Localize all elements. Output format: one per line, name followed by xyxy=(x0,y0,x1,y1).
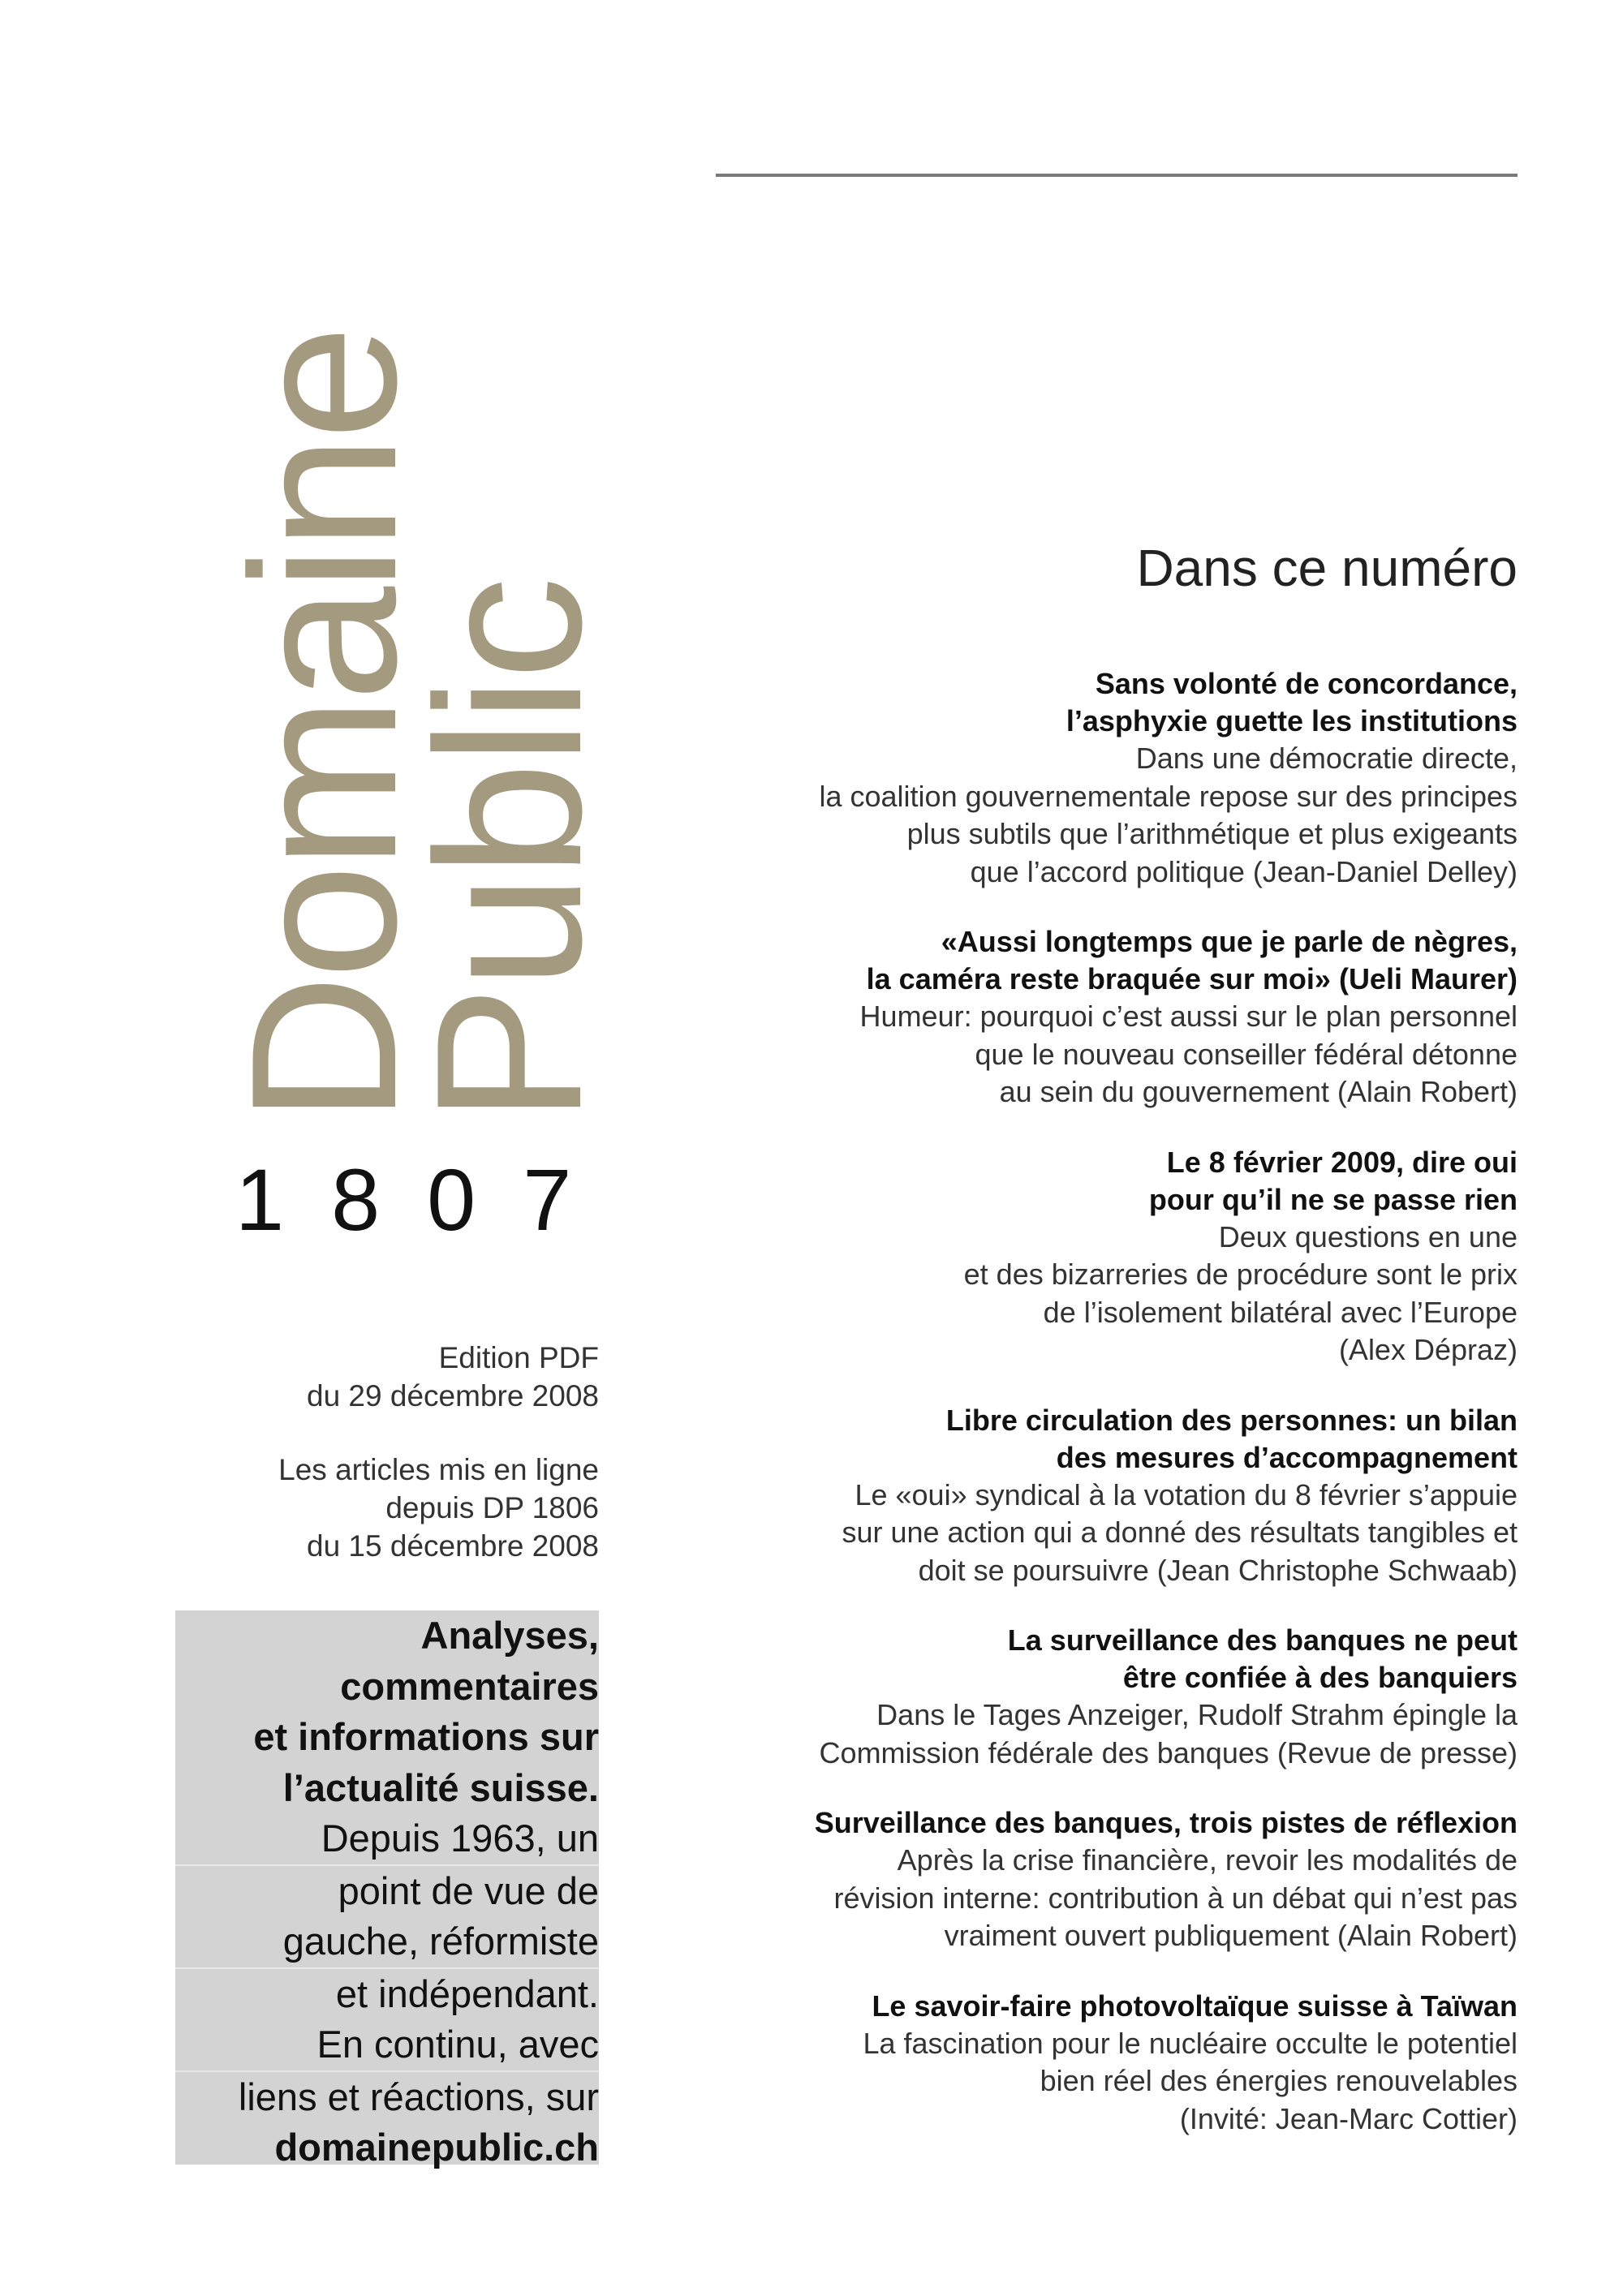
toc-headline: être confiée à des banquiers xyxy=(1122,1661,1518,1694)
toc-summary: révision interne: contribution à un débat qui n’est pas xyxy=(833,1881,1518,1915)
sidebar-line: Analyses, xyxy=(420,1614,599,1657)
sidebar-line: gauche, réformiste xyxy=(282,1920,599,1963)
articles-since: depuis DP 1806 xyxy=(385,1491,599,1524)
toc-headline: des mesures d’accompagnement xyxy=(1056,1440,1518,1474)
toc-summary: et des bizarreries de procédure sont le prix xyxy=(963,1258,1518,1291)
sidebar-line: et informations sur xyxy=(253,1715,599,1758)
toc-summary: Le «oui» syndical à la votation du 8 février s’appuie xyxy=(855,1477,1518,1511)
toc-title: Dans ce numéro xyxy=(1136,539,1518,597)
toc-headline: Le savoir-faire photovoltaïque suisse à Taïwan xyxy=(872,1989,1518,2023)
toc-item[interactable] xyxy=(706,1988,1518,2139)
toc-summary: que le nouveau conseiller fédéral détonne xyxy=(975,1037,1518,1071)
toc-item[interactable] xyxy=(706,1402,1518,1590)
toc-headline: Surveillance des banques, trois pistes de réflexion xyxy=(814,1806,1518,1839)
sidebar-about-box xyxy=(175,1610,599,2169)
sidebar-line: commentaires xyxy=(340,1664,599,1708)
toc-item[interactable] xyxy=(706,1144,1518,1369)
toc-summary: doit se poursuivre (Jean Christophe Schwaab) xyxy=(918,1553,1518,1587)
toc-summary: bien réel des énergies renouvelables xyxy=(1040,2064,1518,2097)
toc-headline: La surveillance des banques ne peut xyxy=(1007,1623,1518,1657)
toc-summary: (Alex Dépraz) xyxy=(1338,1333,1518,1366)
edition-info xyxy=(278,1339,599,1601)
masthead-word-domaine: Domaine xyxy=(209,329,440,1124)
sidebar-line: Depuis 1963, un xyxy=(321,1817,599,1860)
toc-item[interactable] xyxy=(706,1622,1518,1772)
toc-summary: Dans le Tages Anzeiger, Rudolf Strahm épingle la xyxy=(876,1698,1518,1731)
toc-headline: pour qu’il ne se passe rien xyxy=(1148,1182,1518,1216)
articles-note: Les articles mis en ligne xyxy=(278,1453,599,1486)
toc-summary: vraiment ouvert publiquement (Alain Robert) xyxy=(944,1919,1518,1952)
sidebar-line: En continu, avec xyxy=(316,2023,599,2066)
toc-summary: de l’isolement bilatéral avec l’Europe xyxy=(1043,1295,1518,1329)
table-of-contents xyxy=(706,665,1518,2170)
issue-number: 1807 xyxy=(235,1150,619,1249)
toc-headline: la caméra reste braquée sur moi» (Ueli Maurer) xyxy=(866,962,1518,995)
sidebar-line: point de vue de xyxy=(175,1864,599,1917)
toc-summary: sur une action qui a donné des résultats tangibles et xyxy=(842,1516,1518,1549)
toc-item[interactable] xyxy=(706,923,1518,1111)
toc-item[interactable] xyxy=(706,1804,1518,1955)
toc-headline: l’asphyxie guette les institutions xyxy=(1065,704,1518,737)
toc-headline: Libre circulation des personnes: un bilan xyxy=(945,1403,1518,1437)
toc-summary: que l’accord politique (Jean-Daniel Delley) xyxy=(970,854,1518,888)
toc-headline: «Aussi longtemps que je parle de nègres, xyxy=(941,925,1518,958)
masthead-word-public: Public xyxy=(394,579,625,1124)
sidebar-line: et indépendant. xyxy=(175,1967,599,2020)
edition-type: Edition PDF xyxy=(438,1341,599,1374)
toc-summary: (Invité: Jean-Marc Cottier) xyxy=(1179,2101,1518,2135)
toc-summary: plus subtils que l’arithmétique et plus exigeants xyxy=(906,817,1518,850)
edition-date: du 29 décembre 2008 xyxy=(307,1379,599,1412)
toc-headline: Sans volonté de concordance, xyxy=(1095,667,1518,700)
top-rule xyxy=(716,174,1518,177)
website-link[interactable]: domainepublic.ch xyxy=(274,2126,599,2169)
sidebar-line: liens et réactions, sur xyxy=(175,2070,599,2123)
toc-summary: au sein du gouvernement (Alain Robert) xyxy=(999,1075,1518,1108)
toc-summary: Deux questions en une xyxy=(1218,1219,1518,1253)
sidebar-line: l’actualité suisse. xyxy=(282,1765,599,1809)
toc-summary: La fascination pour le nucléaire occulte le potentiel xyxy=(863,2026,1518,2060)
toc-headline: Le 8 février 2009, dire oui xyxy=(1166,1145,1518,1179)
articles-date: du 15 décembre 2008 xyxy=(307,1529,599,1563)
toc-summary: Dans une démocratie directe, xyxy=(1135,742,1518,775)
toc-summary: la coalition gouvernementale repose sur des principes xyxy=(819,779,1518,813)
toc-summary: Après la crise financière, revoir les modalités de xyxy=(897,1843,1518,1877)
toc-summary: Commission fédérale des banques (Revue de presse) xyxy=(819,1735,1518,1769)
toc-summary: Humeur: pourquoi c’est aussi sur le plan personnel xyxy=(859,1000,1518,1033)
toc-item[interactable] xyxy=(706,665,1518,891)
